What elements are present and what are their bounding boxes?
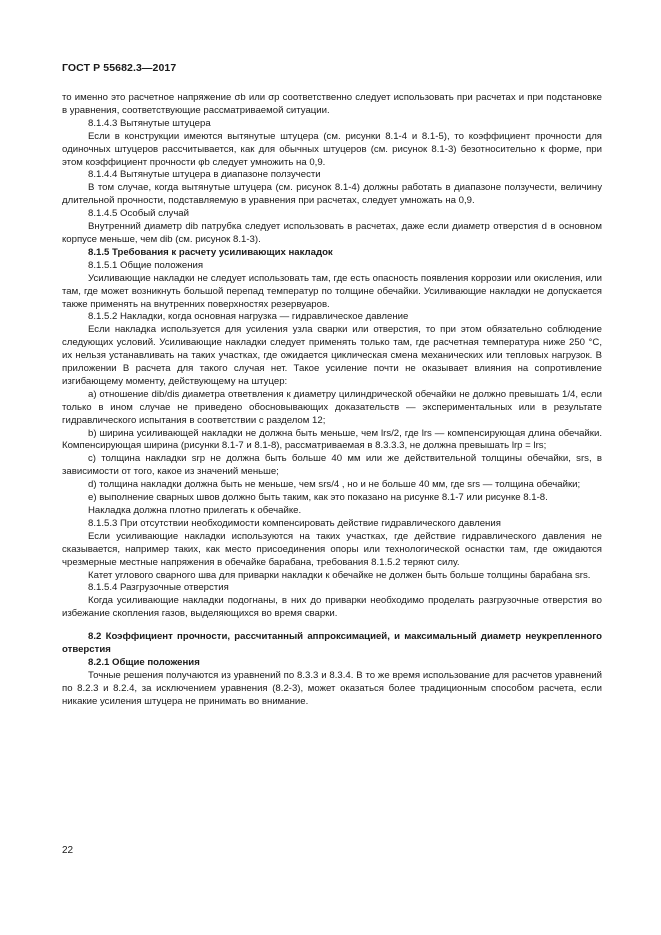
list-item: d) толщина накладки должна быть не меньше, чем srs/4 , но и не больше 40 мм, где srs — толщина обечайки; — [88, 479, 581, 491]
paragraph: Если в конструкции имеются вытянутые штуцера (см. рисунки 8.1-4 и 8.1-5), то коэффициент прочности для одиночных штуцеров рассчитывается, как для обычных штуцеров (см. рисунок 8.1-3) безотносительно к форме, при этом коэффициент прочности φb следует умножить на 0,9. — [62, 130, 602, 168]
paragraph: Если накладка используется для усиления узла сварки или отверстия, то при этом обязательно соблюдение следующих условий. Усиливающие накладки следует применять только там, где расчетная температура ниже 250 °С, их нельзя устанавливать на таких участках, где ожидается циклическая смена механических или тепловых нагрузок. В приложении В расчета для такого случая нет. Такое усиление почти не оказывает влияния на сопротивление изгибающему моменту, действующему на штуцер: — [62, 324, 602, 387]
list-item: a) отношение dib/dis диаметра ответвления к диаметру цилиндрической обечайки не должно превышать 1/4, если только в ином случае не приведено обосновывающих доказательств — экспериментальных или в результате гидравлического испытания в соответствии с разделом 12; — [62, 388, 602, 426]
list-item: c) толщина накладки srp не должна быть больше 40 мм или же действительной толщины обечайки, srs, в зависимости от того, какое из значений меньше; — [62, 453, 602, 478]
subsection-heading: 8.1.5.2 Накладки, когда основная нагрузка — гидравлическое давление — [88, 311, 409, 323]
paragraph: Накладка должна плотно прилегать к обечайке. — [88, 505, 302, 516]
section-heading: 8.2 Коэффициент прочности, рассчитанный аппроксимацией, и максимальный диаметр неукрепленного отверстия — [62, 631, 602, 656]
page-number: 22 — [62, 845, 74, 856]
document-body — [62, 92, 602, 709]
section-heading: 8.2.1 Общие положения — [88, 656, 200, 668]
paragraph: В том случае, когда вытянутые штуцера (см. рисунок 8.1-4) должны работать в диапазоне ползучести, величину длительной прочности, подставляемую в уравнения при расчетах, следует умножать на 0,9. — [62, 182, 602, 207]
paragraph: Внутренний диаметр dib патрубка следует использовать в расчетах, даже если диаметр отверстия d в основном корпусе меньше, чем dib (см. рисунок 8.1-3). — [62, 221, 602, 245]
paragraph: Точные решения получаются из уравнений по 8.3.3 и 8.3.4. В то же время использование для расчетов уравнений по 8.2.3 и 8.2.4, за исключением уравнения (8.2-3), может оказаться более традиционным способом расчета, если никакие усиления штуцера не принимать во внимание. — [62, 669, 602, 707]
list-item: b) ширина усиливающей накладки не должна быть меньше, чем lrs/2, где lrs — компенсирующая длина обечайки. Компенсирующая ширина (рисунки 8.1-7 и 8.1-8), рассматриваемая в 8.3.3.3, не должна превышать lrp = lrs; — [62, 427, 602, 452]
paragraph: Когда усиливающие накладки подогнаны, в них до приварки необходимо проделать разгрузочные отверстия во избежание скопления газов, выделяющихся во время сварки. — [62, 595, 602, 620]
subsection-heading: 8.1.4.4 Вытянутые штуцера в диапазоне ползучести — [88, 169, 321, 181]
paragraph: Катет углового сварного шва для приварки накладки к обечайке не должен быть больше толщины барабана srs. — [88, 569, 591, 581]
subsection-heading: 8.1.5.3 При отсутствии необходимости компенсировать действие гидравлического давления — [88, 517, 501, 529]
subsection-heading: 8.1.4.5 Особый случай — [88, 208, 190, 220]
paragraph: Если усиливающие накладки используются на таких участках, где действие гидравлического давления не сказывается, например таких, как место присоединения опоры или технологической оснастки там, где ожидаются чрезмерные местные напряжения в обечайке барабана, требования 8.1.5.2 теряют силу. — [62, 530, 602, 568]
subsection-heading: 8.1.5.1 Общие положения — [88, 259, 204, 271]
paragraph: Усиливающие накладки не следует использовать там, где есть опасность появления коррозии или окисления, или там, где может возникнуть большой перепад температур по толщине обечайки. Усиливающие накладки не допускается также применять на внутренних поверхностях резервуаров. — [62, 272, 602, 310]
paragraph: то именно это расчетное напряжение σb или σp соответственно следует использовать при расчетах и при подстановке в уравнения, соответствующие рассматриваемой ситуации. — [62, 92, 602, 116]
section-heading: 8.1.5 Требования к расчету усиливающих накладок — [88, 246, 333, 258]
document-header: ГОСТ Р 55682.3—2017 — [62, 62, 177, 74]
list-item: e) выполнение сварных швов должно быть таким, как это показано на рисунке 8.1-7 или рисунке 8.1-8. — [88, 492, 548, 504]
subsection-heading: 8.1.5.4 Разгрузочные отверстия — [88, 582, 229, 594]
subsection-heading: 8.1.4.3 Вытянутые штуцера — [88, 117, 211, 129]
